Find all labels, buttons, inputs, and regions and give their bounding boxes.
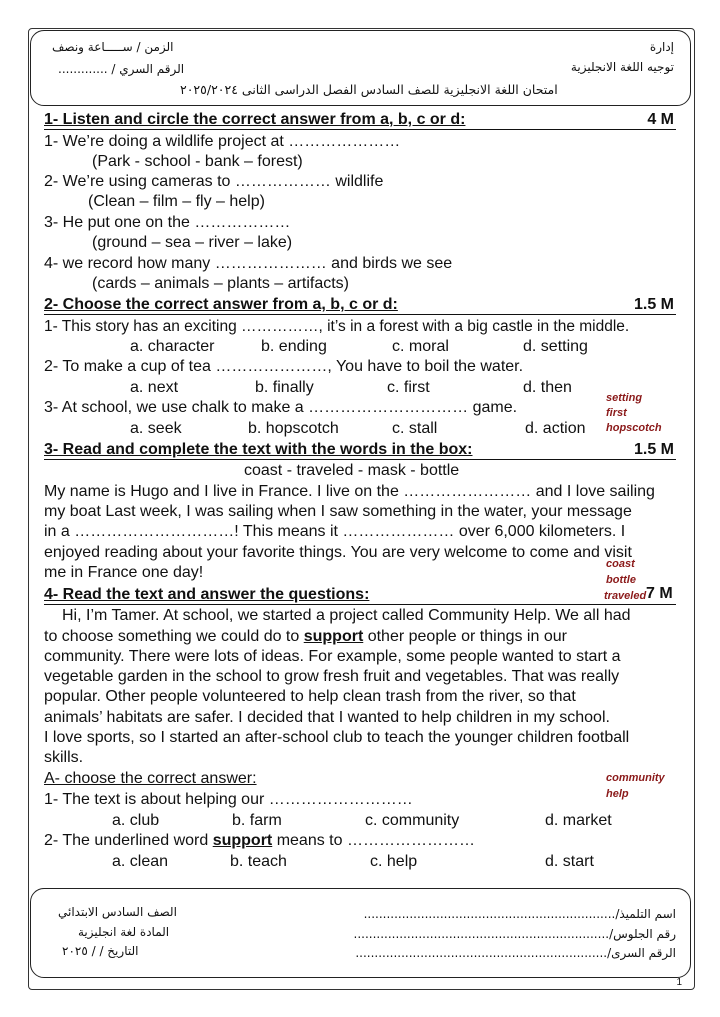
grade-label: الصف السادس الابتدائي	[58, 905, 177, 919]
word-box: coast - traveled - mask - bottle	[244, 462, 460, 479]
s2-q1-option-d: d. setting	[523, 338, 588, 355]
section-2-marks: 1.5 M	[633, 296, 674, 313]
section-4-marks: 7 M	[646, 585, 673, 602]
section-3-heading	[44, 440, 676, 460]
s4-para-line-7: I love sports, so I started an after-school club to teach the younger children football	[44, 729, 630, 746]
s1-q2: 2- We’re using cameras to ……………… wildlife	[44, 173, 384, 190]
section-3-marks: 1.5 M	[633, 441, 674, 458]
handwritten-note-traveled: traveled	[604, 590, 647, 602]
s1-q3: 3- He put one on the ………………	[44, 214, 291, 231]
s2-q2-option-c: c. first	[387, 379, 430, 396]
s4-q1-option-d: d. market	[545, 812, 612, 829]
s4-q2-option-c: c. help	[370, 853, 418, 870]
s2-q2: 2- To make a cup of tea …………………, You have to boil the water.	[44, 358, 524, 375]
s4-para-line-2-start: to choose something we could do to	[44, 628, 304, 645]
section-4-heading	[44, 585, 604, 604]
s1-q2-options: (Clean – film – fly – help)	[88, 193, 265, 210]
s4-q2-option-a: a. clean	[112, 853, 169, 870]
s4-para-line-5: popular. Other people volunteered to help clean trash from the river, so that	[44, 688, 576, 705]
s2-q1-option-a: a. character	[130, 338, 215, 355]
section-1-title: 1- Listen and circle the correct answer from a, b, c or d:	[44, 111, 466, 128]
handwritten-note-bottle: bottle	[606, 574, 636, 586]
s2-q1-option-b: b. ending	[261, 338, 327, 355]
section-2-heading	[44, 295, 676, 315]
subject-label: المادة لغة انجليزية	[78, 925, 170, 939]
section-2-title: 2- Choose the correct answer from a, b, c or d:	[44, 296, 398, 313]
s4-para-line-1: Hi, I’m Tamer. At school, we started a project called Community Help. We all had	[62, 607, 631, 624]
s4-q1: 1- The text is about helping our ………………………	[44, 791, 413, 808]
handwritten-note-help: help	[606, 788, 629, 800]
s4-para-line-2-end: other people or things in our	[363, 628, 567, 645]
handwritten-note-community: community	[606, 772, 665, 784]
s2-q3-option-a: a. seek	[130, 420, 182, 437]
s4-para-line-6: animals’ habitats are safer. I decided that I wanted to help children in my school.	[44, 709, 610, 726]
s4-q2-end: means to ……………………	[272, 832, 475, 849]
s3-line-5: me in France one day!	[44, 564, 204, 581]
s4-subheading: A- choose the correct answer:	[44, 770, 257, 787]
s2-q3: 3- At school, we use chalk to make a ………………………… game.	[44, 399, 518, 416]
section-1-marks: 4 M	[647, 111, 674, 128]
s2-q3-option-c: c. stall	[392, 420, 438, 437]
header-department: إدارة	[649, 40, 674, 54]
handwritten-note-hopscotch: hopscotch	[606, 422, 662, 434]
s2-q3-option-d: d. action	[525, 420, 586, 437]
section-1-heading	[44, 110, 676, 130]
section-4-title: 4- Read the text and answer the questions:	[44, 586, 370, 603]
s4-para-line-2	[44, 627, 567, 647]
seat-number-field[interactable]: رقم الجلوس/...................................................................	[353, 927, 676, 941]
s3-line-2: my boat Last week, I was sailing when I saw something in the water, your message	[44, 503, 632, 520]
handwritten-note-setting: setting	[606, 392, 643, 404]
s2-q1: 1- This story has an exciting ……………, it’s in a forest with a big castle in the middle.	[44, 318, 630, 335]
date-label: التاريخ / / ٢٠٢٥	[62, 944, 139, 958]
s2-q1-option-c: c. moral	[392, 338, 449, 355]
s2-q2-option-a: a. next	[130, 379, 179, 396]
s3-line-1: My name is Hugo and I live in France. I live on the …………………… and I love sailing	[44, 483, 655, 500]
s2-q2-option-d: d. then	[523, 379, 572, 396]
s1-q1-options: (Park - school - bank – forest)	[92, 153, 303, 170]
s1-q4-options: (cards – animals – plants – artifacts)	[92, 275, 349, 292]
s4-q2-option-d: d. start	[545, 853, 594, 870]
s3-line-4: enjoyed reading about your favorite things. You are very welcome to come and visit	[44, 544, 632, 561]
s4-q1-option-a: a. club	[112, 812, 160, 829]
s4-q2-start: 2- The underlined word	[44, 832, 213, 849]
s4-q2-option-b: b. teach	[230, 853, 287, 870]
section-4-rule	[44, 604, 676, 605]
handwritten-note-first: first	[606, 407, 627, 419]
s4-q1-option-c: c. community	[365, 812, 460, 829]
header-directorate: توجيه اللغة الانجليزية	[570, 60, 674, 74]
s4-para-line-3: community. There were lots of ideas. For example, some people wanted to start a	[44, 648, 621, 665]
section-3-title: 3- Read and complete the text with the words in the box:	[44, 441, 473, 458]
s4-para-line-8: skills.	[44, 749, 84, 766]
s3-line-3: in a …………………………! This means it ………………… over 6,000 kilometers. I	[44, 523, 626, 540]
s4-q2-underlined-word: support	[212, 832, 273, 849]
s1-q1: 1- We’re doing a wildlife project at …………………	[44, 133, 401, 150]
s2-q3-option-b: b. hopscotch	[248, 420, 339, 437]
page-number: 1	[676, 977, 682, 988]
header-time: الزمن / ســـــاعة ونصف	[52, 40, 174, 54]
s1-q4: 4- we record how many ………………… and birds we see	[44, 255, 453, 272]
underlined-word-support: support	[303, 628, 364, 645]
s4-q2	[44, 831, 475, 851]
student-name-field[interactable]: اسم التلميذ/..................................................................	[363, 907, 676, 921]
secret-number-field[interactable]: الرقم السرى/..................................................................	[355, 946, 676, 960]
s4-para-line-4: vegetable garden in the school to grow fresh fruit and vegetables. That was really	[44, 668, 620, 685]
s1-q3-options: (ground – sea – river – lake)	[92, 234, 293, 251]
header-secret-number: الرقم السري / .............	[58, 62, 185, 76]
s4-q1-option-b: b. farm	[232, 812, 282, 829]
exam-title: امتحان اللغة الانجليزية للصف السادس الفصل الدراسى الثانى ٢٠٢٥/٢٠٢٤	[180, 82, 558, 97]
handwritten-note-coast: coast	[606, 558, 635, 570]
s2-q2-option-b: b. finally	[255, 379, 314, 396]
